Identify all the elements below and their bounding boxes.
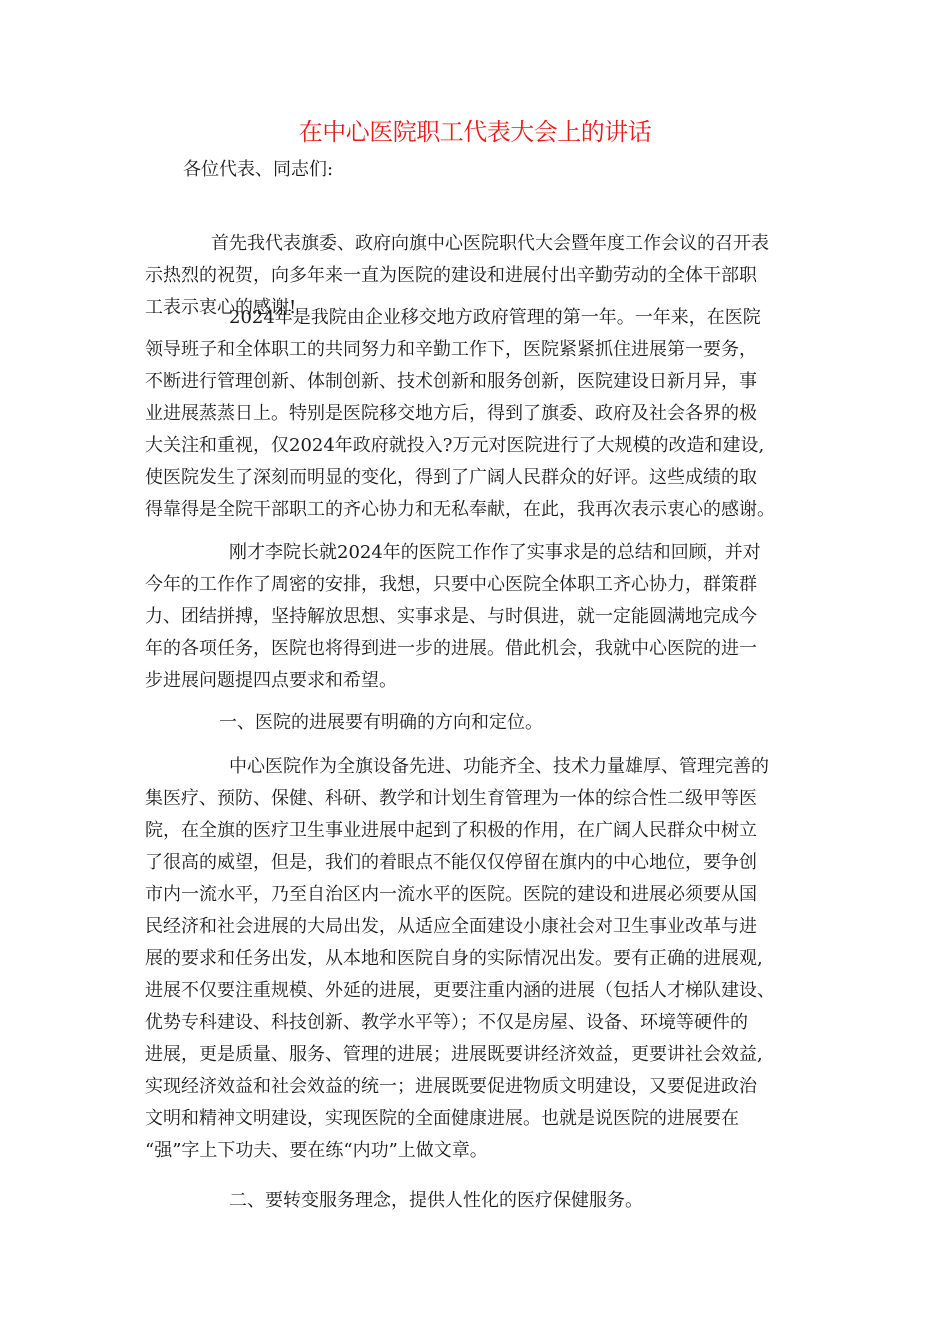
paragraph-line: 实现经济效益和社会效益的统一；进展既要促进物质文明建设，又要促进政治	[145, 1076, 757, 1097]
heading-line: 一、医院的进展要有明确的方向和定位。	[219, 712, 543, 733]
section-heading-two	[145, 1185, 813, 1217]
paragraph-year-review	[145, 302, 813, 526]
paragraph-line: 展的要求和任务出发，从本地和医院自身的实际情况出发。要有正确的进展观,	[145, 948, 763, 969]
paragraph-requirements-intro	[145, 537, 813, 697]
paragraph-line: 得靠得是全院干部职工的齐心协力和无私奉献，在此，我再次表示衷心的感谢。	[145, 499, 775, 520]
paragraph-line: 首先我代表旗委、政府向旗中心医院职代大会暨年度工作会议的召开表	[211, 233, 769, 254]
paragraph-line: 业进展蒸蒸日上。特别是医院移交地方后，得到了旗委、政府及社会各界的极	[145, 403, 757, 424]
paragraph-line: 进展，更是质量、服务、管理的进展；进展既要讲经济效益，更要讲社会效益,	[145, 1044, 763, 1065]
paragraph-line: 刚才李院长就2024年的医院工作作了实事求是的总结和回顾，并对	[229, 542, 761, 563]
paragraph-line: 中心医院作为全旗设备先进、功能齐全、技术力量雄厚、管理完善的	[229, 756, 769, 777]
paragraph-line: 民经济和社会进展的大局出发，从适应全面建设小康社会对卫生事业改革与进	[145, 916, 757, 937]
paragraph-line: 了很高的威望，但是，我们的着眼点不能仅仅停留在旗内的中心地位，要争创	[145, 852, 757, 873]
paragraph-line: 文明和精神文明建设，实现医院的全面健康进展。也就是说医院的进展要在	[145, 1108, 739, 1129]
paragraph-line: 市内一流水平，乃至自治区内一流水平的医院。医院的建设和进展必须要从国	[145, 884, 757, 905]
paragraph-line: 不断进行管理创新、体制创新、技术创新和服务创新，医院建设日新月异，事	[145, 371, 757, 392]
paragraph-line: 进展不仅要注重规模、外延的进展，更要注重内涵的进展（包括人才梯队建设、	[145, 980, 775, 1001]
section-heading-one	[145, 707, 813, 739]
paragraph-line: 2024年是我院由企业移交地方政府管理的第一年。一年来，在医院	[229, 307, 761, 328]
heading-line: 二、要转变服务理念，提供人性化的医疗保健服务。	[229, 1190, 643, 1211]
salutation	[145, 154, 813, 186]
paragraph-line: 院，在全旗的医疗卫生事业进展中起到了积极的作用，在广阔人民群众中树立	[145, 820, 757, 841]
document-title: 在中心医院职工代表大会上的讲话	[298, 118, 652, 146]
paragraph-line: “强”字上下功夫、要在练“内功”上做文章。	[145, 1140, 488, 1161]
paragraph-line: 优势专科建设、科技创新、教学水平等）；不仅是房屋、设备、环境等硬件的	[145, 1012, 748, 1033]
paragraph-direction	[145, 751, 813, 1167]
paragraph-line: 工表示衷心的感谢!	[145, 297, 297, 318]
paragraph-line: 今年的工作作了周密的安排，我想，只要中心医院全体职工齐心协力，群策群	[145, 574, 757, 595]
paragraph-line: 年的各项任务，医院也将得到进一步的进展。借此机会，我就中心医院的进一	[145, 638, 757, 659]
paragraph-line: 示热烈的祝贺，向多年来一直为医院的建设和进展付出辛勤劳动的全体干部职	[145, 265, 757, 286]
salutation-text: 各位代表、同志们:	[183, 159, 334, 180]
paragraph-line: 集医疗、预防、保健、科研、教学和计划生育管理为一体的综合性二级甲等医	[145, 788, 757, 809]
paragraph-line: 大关注和重视，仅2024年政府就投入?万元对医院进行了大规模的改造和建设,	[145, 435, 765, 456]
paragraph-line: 领导班子和全体职工的共同努力和辛勤工作下，医院紧紧抓住进展第一要务，	[145, 339, 757, 360]
paragraph-line: 使医院发生了深刻而明显的变化，得到了广阔人民群众的好评。这些成绩的取	[145, 467, 757, 488]
paragraph-line: 步进展问题提四点要求和希望。	[145, 670, 397, 691]
paragraph-line: 力、团结拼搏，坚持解放思想、实事求是、与时俱进，就一定能圆满地完成今	[145, 606, 757, 627]
